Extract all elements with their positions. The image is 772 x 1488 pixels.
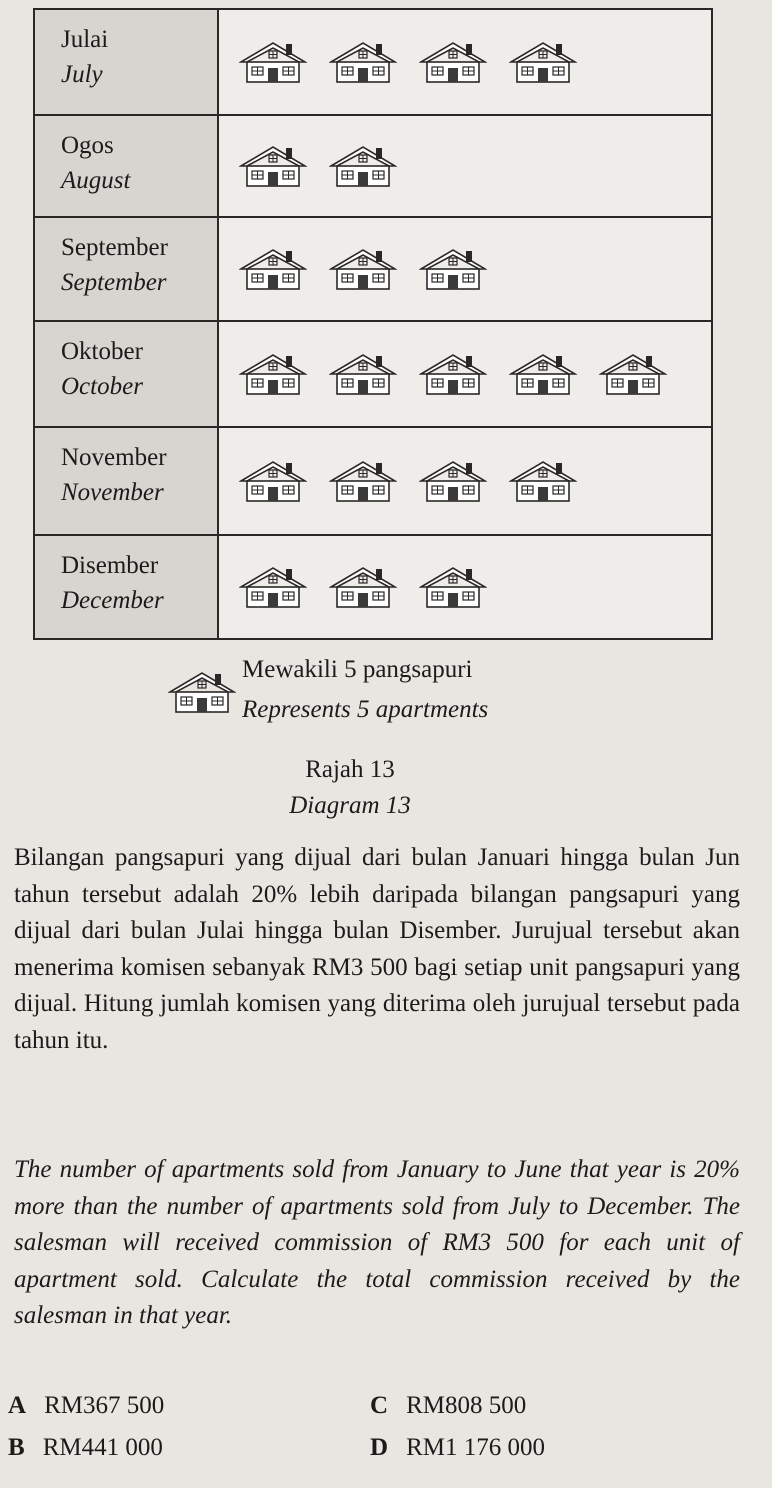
house-icon xyxy=(419,352,487,396)
month-label-en: November xyxy=(61,479,164,506)
house-icon xyxy=(329,459,397,503)
house-icons xyxy=(219,116,711,216)
month-label-ms: Ogos xyxy=(61,132,114,159)
option-value: RM367 500 xyxy=(44,1392,165,1419)
house-icon xyxy=(329,144,397,188)
option-value: RM808 500 xyxy=(406,1392,527,1419)
month-label-en: August xyxy=(61,167,131,194)
house-icons xyxy=(219,10,711,114)
pictogram-row xyxy=(35,320,711,426)
month-label-ms: Julai xyxy=(61,26,109,53)
house-icon xyxy=(329,565,397,609)
pictogram-row xyxy=(35,534,711,638)
month-label-ms: Oktober xyxy=(61,338,143,365)
house-icon xyxy=(239,144,307,188)
month-label xyxy=(35,536,219,638)
option-value: RM1 176 000 xyxy=(406,1434,545,1461)
caption-ms: Rajah 13 xyxy=(305,756,395,783)
house-icon xyxy=(239,40,307,84)
house-icon xyxy=(239,247,307,291)
month-label xyxy=(35,322,219,426)
option-b xyxy=(8,1434,163,1462)
house-icons xyxy=(219,218,711,320)
month-label-en: September xyxy=(61,269,167,296)
month-label xyxy=(35,428,219,534)
pictogram-key xyxy=(168,652,728,732)
month-label-ms: September xyxy=(61,234,168,261)
house-icon xyxy=(599,352,667,396)
option-value: RM441 000 xyxy=(42,1434,163,1461)
caption-en: Diagram 13 xyxy=(289,792,411,819)
house-icon xyxy=(239,565,307,609)
month-label xyxy=(35,116,219,216)
house-icon xyxy=(419,247,487,291)
house-icon xyxy=(239,352,307,396)
house-icon xyxy=(509,352,577,396)
option-a xyxy=(8,1392,164,1420)
key-text-ms: Mewakili 5 pangsapuri xyxy=(242,656,473,683)
house-icon xyxy=(168,670,236,714)
house-icon xyxy=(239,459,307,503)
house-icon xyxy=(419,459,487,503)
house-icon xyxy=(509,459,577,503)
house-icons xyxy=(219,536,711,638)
key-text-en: Represents 5 apartments xyxy=(242,696,489,723)
house-icon xyxy=(419,565,487,609)
house-icon xyxy=(419,40,487,84)
house-icons xyxy=(219,428,711,534)
house-icon xyxy=(329,247,397,291)
house-icon xyxy=(509,40,577,84)
question-text-en: The number of apartments sold from January to June that year is 20% more than the number of apartments sold from July to December. The salesman will received commission of RM3 500 for each unit of apartment sold. Calculate the total commission received by the salesman in that year. xyxy=(14,1156,740,1330)
pictogram-table xyxy=(33,8,713,640)
option-letter: A xyxy=(8,1392,27,1419)
pictogram-row xyxy=(35,426,711,534)
option-letter: D xyxy=(370,1434,389,1461)
house-icons xyxy=(219,322,711,426)
month-label-en: December xyxy=(61,587,164,614)
month-label-ms: November xyxy=(61,444,167,471)
pictogram-row xyxy=(35,114,711,216)
month-label xyxy=(35,218,219,320)
pictogram-row xyxy=(35,216,711,320)
month-label-en: October xyxy=(61,373,143,400)
month-label-en: July xyxy=(61,61,103,88)
pictogram-row xyxy=(35,10,711,114)
option-letter: B xyxy=(8,1434,25,1461)
house-icon xyxy=(329,352,397,396)
month-label xyxy=(35,10,219,114)
option-c xyxy=(370,1392,526,1420)
option-letter: C xyxy=(370,1392,389,1419)
house-icon xyxy=(329,40,397,84)
question-text-ms: Bilangan pangsapuri yang dijual dari bulan Januari hingga bulan Jun tahun tersebut adalah 20% lebih daripada bilangan pangsapuri yang dijual dari bulan Julai hingga bulan Disember. Jurujual tersebut akan menerima komisen sebanyak RM3 500 bagi setiap unit pangsapuri yang dijual. Hitung jumlah komisen yang diterima oleh jurujual tersebut pada tahun itu. xyxy=(14,844,740,1054)
month-label-ms: Disember xyxy=(61,552,159,579)
option-d xyxy=(370,1434,545,1462)
